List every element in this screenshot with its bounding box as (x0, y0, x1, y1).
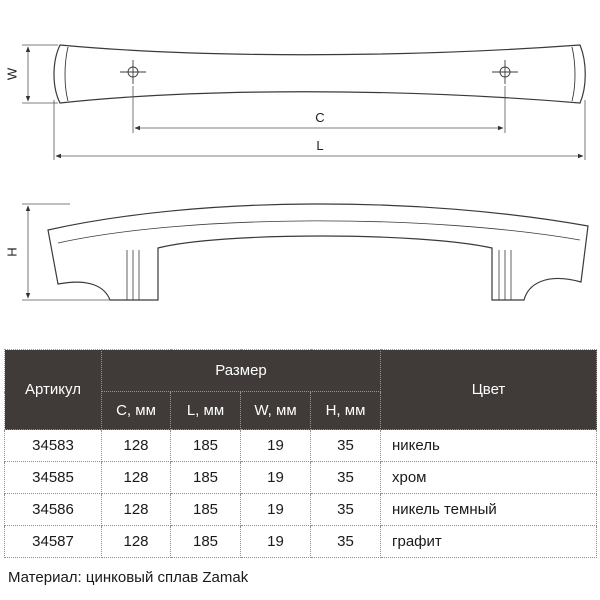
handle-side-outline (48, 204, 588, 300)
table-row (5, 494, 597, 526)
dimension-h-label: H (4, 247, 20, 257)
cell-l: 185 (171, 462, 241, 494)
cell-h: 35 (311, 462, 381, 494)
cell-h: 35 (311, 494, 381, 526)
table-row (5, 430, 597, 462)
cell-l: 185 (171, 494, 241, 526)
header-article: Артикул (5, 350, 102, 430)
header-w: W, мм (241, 392, 311, 430)
dimension-c-label: C (315, 110, 325, 125)
cell-w: 19 (241, 494, 311, 526)
handle-top-outline (54, 45, 585, 103)
cell-h: 35 (311, 526, 381, 558)
cell-c: 128 (102, 494, 171, 526)
cell-w: 19 (241, 430, 311, 462)
header-l: L, мм (171, 392, 241, 430)
table-row (5, 526, 597, 558)
cell-article: 34587 (5, 526, 102, 558)
cell-h: 35 (311, 430, 381, 462)
header-c: C, мм (102, 392, 171, 430)
header-color: Цвет (381, 350, 597, 430)
cell-color: графит (381, 526, 597, 558)
cell-c: 128 (102, 430, 171, 462)
spec-table (4, 349, 597, 558)
header-size-group: Размер (102, 350, 381, 392)
table-row (5, 462, 597, 494)
material-note: Материал: цинковый сплав Zamak (8, 569, 249, 586)
cell-article: 34583 (5, 430, 102, 462)
cell-c: 128 (102, 526, 171, 558)
cell-l: 185 (171, 526, 241, 558)
cell-article: 34586 (5, 494, 102, 526)
side-view (48, 204, 588, 300)
top-view (54, 45, 585, 103)
cell-w: 19 (241, 462, 311, 494)
cell-w: 19 (241, 526, 311, 558)
dimension-w (22, 45, 58, 103)
cell-c: 128 (102, 462, 171, 494)
cell-l: 185 (171, 430, 241, 462)
header-h: H, мм (311, 392, 381, 430)
cell-color: хром (381, 462, 597, 494)
dimension-l-label: L (316, 138, 324, 153)
cell-color: никель (381, 430, 597, 462)
cell-color: никель темный (381, 494, 597, 526)
cell-article: 34585 (5, 462, 102, 494)
dimension-w-label: W (4, 67, 20, 81)
